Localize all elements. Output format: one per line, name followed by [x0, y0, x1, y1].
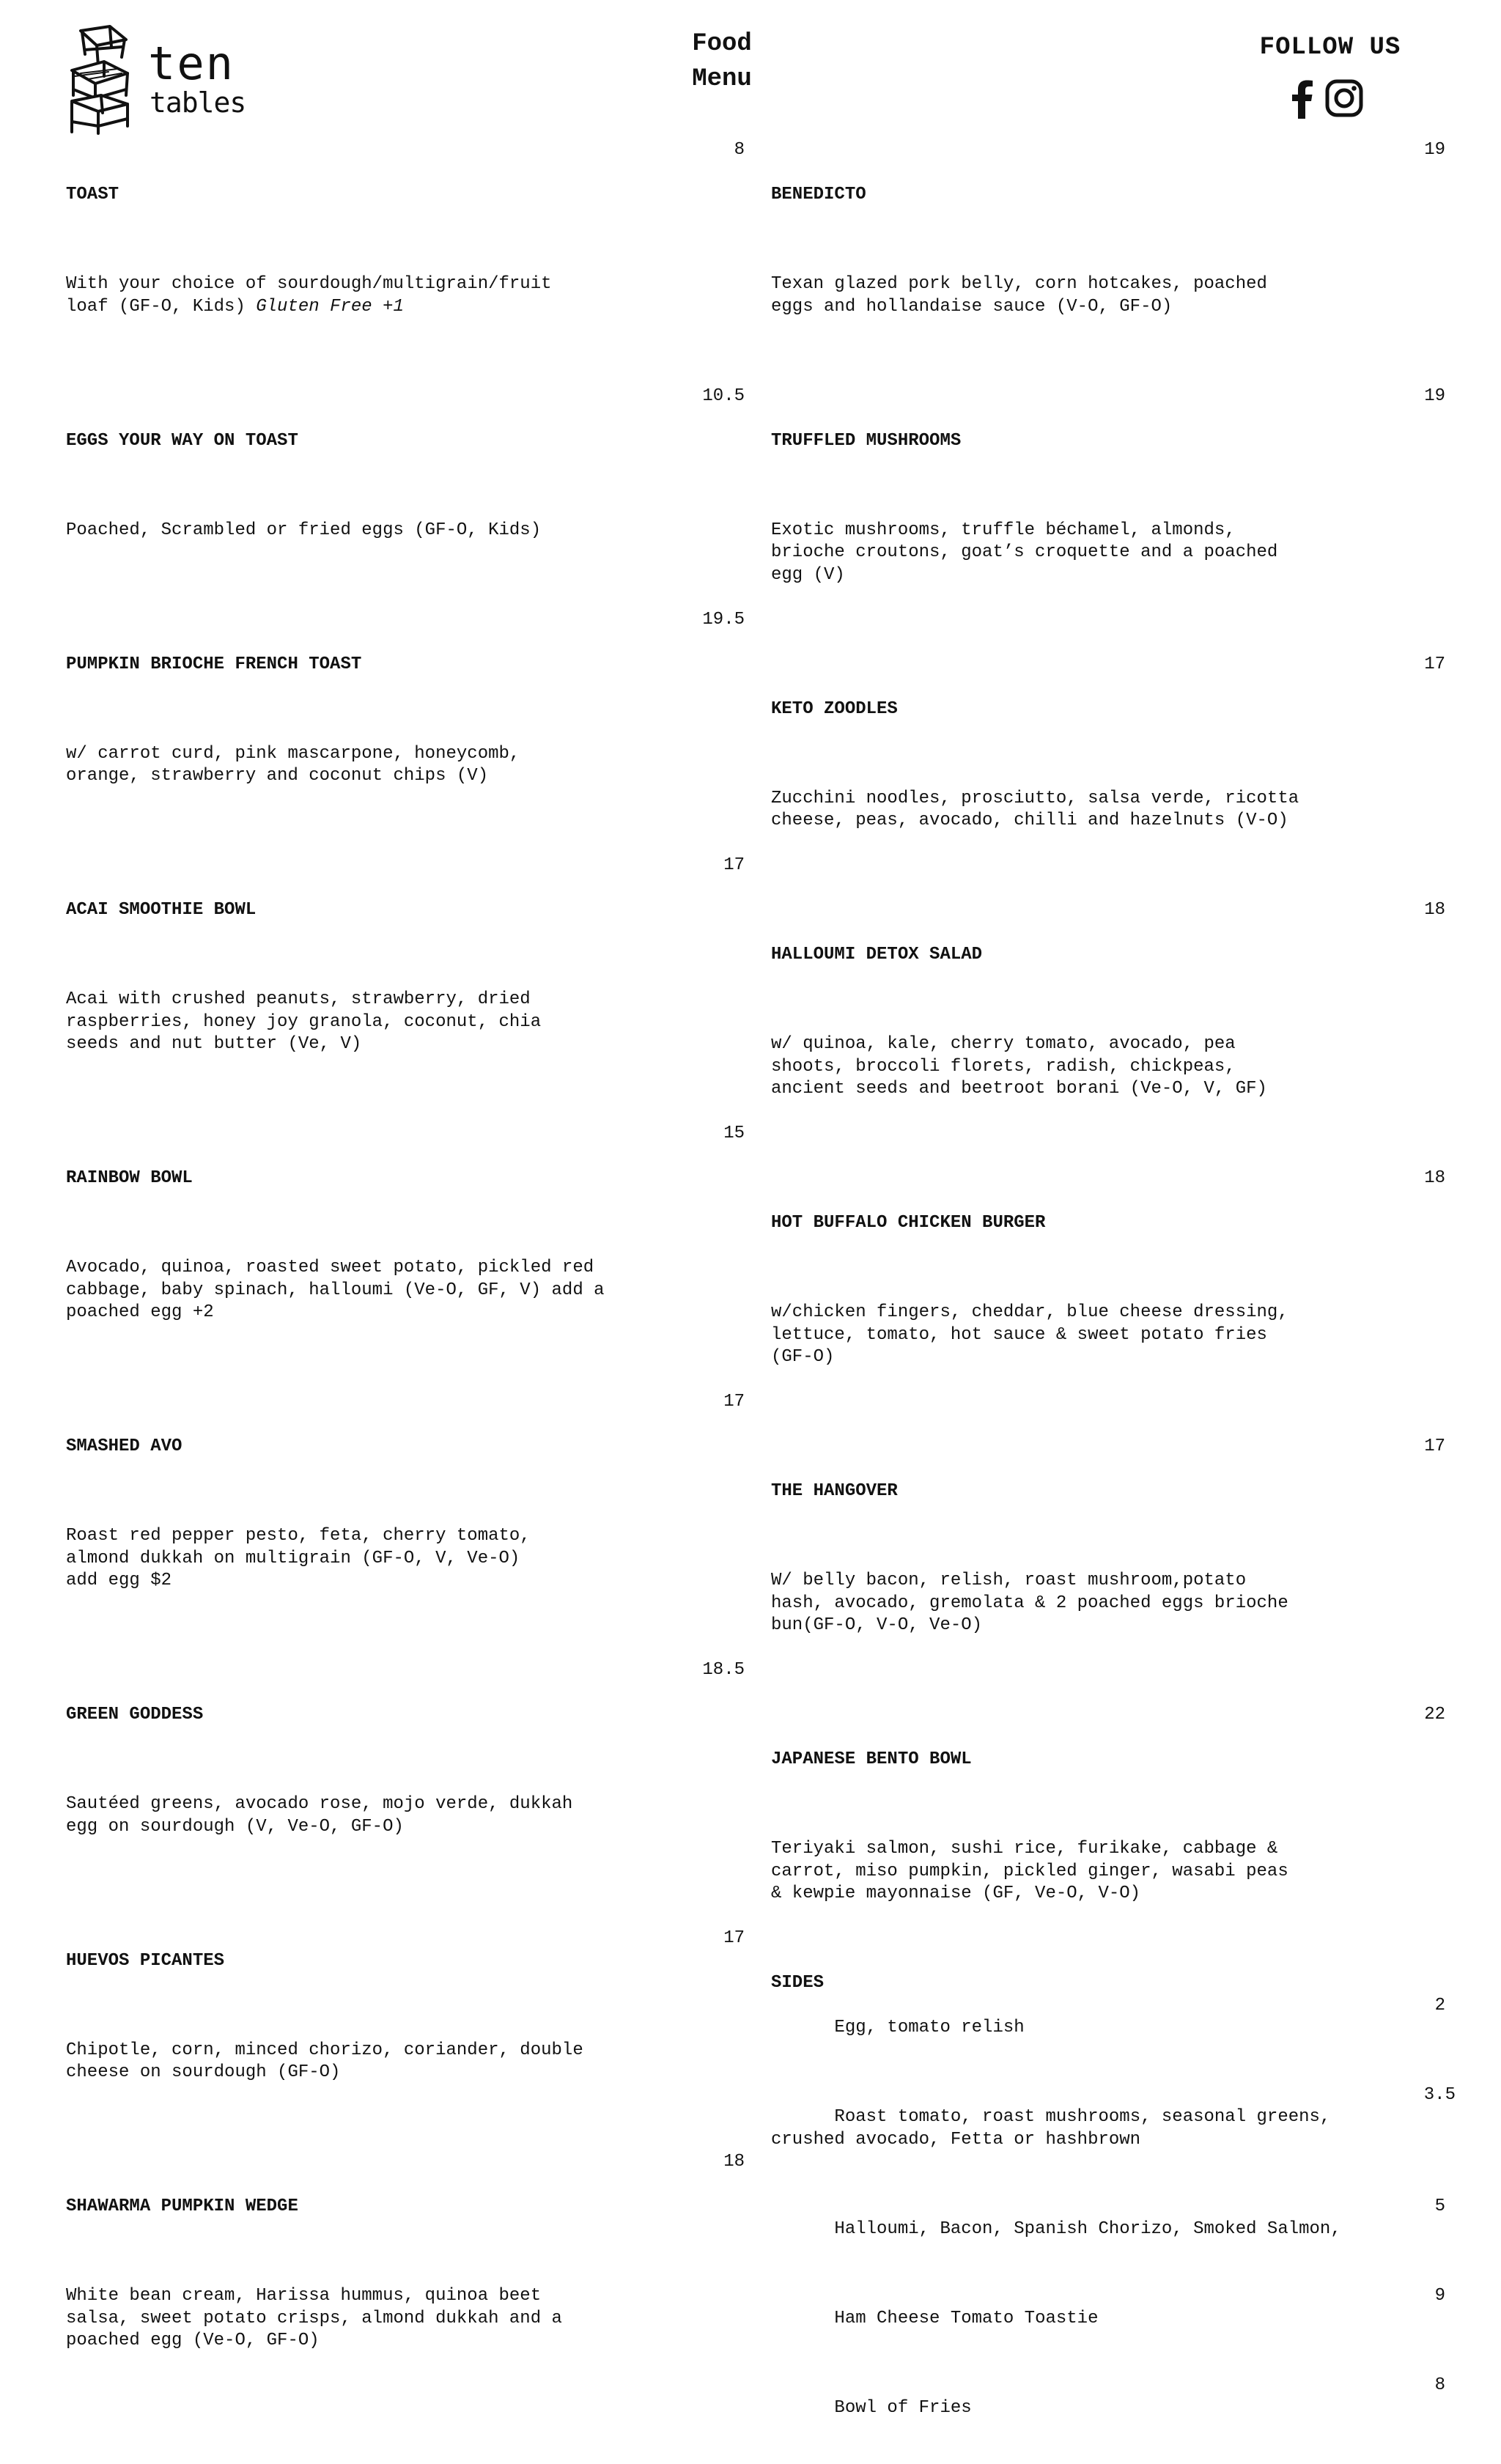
side-item	[771, 2375, 1445, 2464]
menu-item	[66, 139, 745, 363]
social-links	[1291, 79, 1387, 126]
side-item-text: Egg, tomato relish	[834, 2018, 1025, 2037]
menu-item-price: 17	[723, 1928, 745, 1948]
menu-item	[771, 899, 1445, 1146]
menu-item-name: RAINBOW BOWL	[66, 1168, 193, 1188]
menu-item	[66, 1123, 745, 1369]
menu-item-description: Zucchini noodles, prosciutto, salsa verde, ricotta cheese, peas, avocado, chilli and hazelnuts (V-O)	[771, 788, 1299, 830]
menu-item	[771, 654, 1445, 877]
side-item	[771, 2084, 1456, 2196]
menu-item	[771, 139, 1445, 363]
sides-section	[771, 1972, 1456, 2464]
brand-name-line2: tables	[150, 86, 246, 119]
menu-item-price: 8	[734, 140, 745, 160]
menu-item-name: SMASHED AVO	[66, 1436, 182, 1456]
menu-item-description	[66, 273, 745, 318]
side-item	[771, 2285, 1445, 2375]
menu-item-description: Avocado, quinoa, roasted sweet potato, pickled red cabbage, baby spinach, halloumi (Ve-O, GF, V) add a poached egg +2	[66, 1258, 605, 1322]
menu-item-price: 17	[1424, 654, 1445, 674]
menu-item-price: 19.5	[702, 609, 745, 630]
menu-item-description: Roast red pepper pesto, feta, cherry tomato, almond dukkah on multigrain (GF-O, V, Ve-O) add egg $2	[66, 1526, 531, 1590]
side-item-price: 9	[1434, 2286, 1445, 2306]
menu-item-name: PUMPKIN BRIOCHE FRENCH TOAST	[66, 654, 362, 674]
page-title-line2: Menu	[692, 65, 752, 93]
menu-item-name: EGGS YOUR WAY ON TOAST	[66, 430, 298, 451]
menu-item-name: TRUFFLED MUSHROOMS	[771, 430, 962, 451]
menu-item-price: 15	[723, 1124, 745, 1143]
menu-item-price: 17	[723, 1392, 745, 1412]
menu-item-price: 17	[1424, 1436, 1445, 1456]
side-item-text: Bowl of Fries	[834, 2397, 972, 2418]
menu-item-price: 22	[1424, 1705, 1445, 1725]
menu-item-description: w/chicken fingers, cheddar, blue cheese dressing, lettuce, tomato, hot sauce & sweet potato fries (GF-O)	[771, 1302, 1288, 1367]
menu-item-price: 10.5	[702, 386, 745, 406]
side-item-price: 3.5	[1423, 2084, 1456, 2105]
menu-item-note: Gluten Free +1	[256, 296, 404, 317]
menu-item-name: KETO ZOODLES	[771, 698, 898, 719]
menu-column-right	[771, 139, 1456, 2464]
menu-item-name: SHAWARMA PUMPKIN WEDGE	[66, 2196, 298, 2216]
menu-item-description: Sautéed greens, avocado rose, mojo verde, dukkah egg on sourdough (V, Ve-O, GF-O)	[66, 1794, 573, 1837]
menu-item-description: Texan glazed pork belly, corn hotcakes, poached eggs and hollandaise sauce (V-O, GF-O)	[771, 274, 1267, 317]
menu-item-name: THE HANGOVER	[771, 1481, 898, 1501]
menu-item-name: JAPANESE BENTO BOWL	[771, 1749, 972, 1769]
menu-item-description: White bean cream, Harissa hummus, quinoa beet salsa, sweet potato crisps, almond dukkah and a poached egg (Ve-O, GF-O)	[66, 2286, 562, 2350]
menu-item-price: 19	[1424, 386, 1445, 406]
menu-item-price: 18.5	[702, 1660, 745, 1680]
menu-item	[66, 1906, 745, 2129]
sides-title: SIDES	[771, 1973, 825, 1993]
menu-item-description: Acai with crushed peanuts, strawberry, dried raspberries, honey joy granola, coconut, chia seeds and nut butter (Ve, V)	[66, 989, 542, 1054]
menu-item-name: GREEN GODDESS	[66, 1705, 204, 1725]
menu-item-description-text: With your choice of sourdough/multigrain/fruit loaf (GF-O, Kids)	[66, 274, 552, 317]
menu-item-name: HOT BUFFALO CHICKEN BURGER	[771, 1213, 1046, 1233]
side-item-text: Halloumi, Bacon, Spanish Chorizo, Smoked Salmon,	[834, 2218, 1341, 2239]
menu-item-description: Poached, Scrambled or fried eggs (GF-O, Kids)	[66, 520, 542, 540]
menu-item-price: 19	[1424, 140, 1445, 160]
menu-item	[771, 1704, 1445, 1950]
menu-item	[771, 1436, 1445, 1682]
menu-item	[66, 1391, 745, 1637]
menu-item-name: BENEDICTO	[771, 185, 866, 204]
instagram-icon[interactable]	[1325, 79, 1363, 121]
menu-item-name: ACAI SMOOTHIE BOWL	[66, 900, 257, 920]
menu-item	[66, 2151, 745, 2397]
menu-item-description: Chipotle, corn, minced chorizo, coriander, double cheese on sourdough (GF-O)	[66, 2040, 583, 2082]
menu-item	[66, 855, 745, 1101]
side-item	[771, 2196, 1445, 2285]
side-item-price: 5	[1434, 2196, 1445, 2216]
menu-item-name: HALLOUMI DETOX SALAD	[771, 945, 983, 964]
menu-item	[771, 386, 1445, 632]
menu-item	[66, 609, 745, 833]
menu-item-price: 18	[723, 2152, 745, 2172]
menu-item-description: W/ belly bacon, relish, roast mushroom,potato hash, avocado, gremolata & 2 poached eggs brioche bun(GF-O, V-O, Ve-O)	[771, 1571, 1288, 1635]
side-item-text: Roast tomato, roast mushrooms, seasonal greens, crushed avocado, Fetta or hashbrown	[771, 2107, 1331, 2150]
menu-item-price: 17	[723, 855, 745, 875]
menu-item-description: w/ quinoa, kale, cherry tomato, avocado, pea shoots, broccoli florets, radish, chickpeas, ancient seeds and beetroot borani (Ve-O, V, GF)	[771, 1034, 1267, 1099]
brand-logo	[66, 25, 249, 135]
menu-item-name: TOAST	[66, 185, 119, 204]
menu-item	[771, 1168, 1445, 1414]
menu-item-description: Exotic mushrooms, truffle béchamel, almonds, brioche croutons, goat’s croquette and a poached egg (V)	[771, 520, 1278, 585]
menu-item-name: HUEVOS PICANTES	[66, 1950, 225, 1971]
menu-item-description: Teriyaki salmon, sushi rice, furikake, cabbage & carrot, miso pumpkin, pickled ginger, wasabi peas & kewpie mayonnaise (GF, Ve-O, V-O)	[771, 1839, 1288, 1903]
side-item-price: 8	[1434, 2375, 1445, 2395]
page-title-line1: Food	[692, 30, 752, 58]
menu-item-price: 18	[1424, 900, 1445, 920]
follow-us-label: FOLLOW US	[1259, 34, 1401, 62]
facebook-icon[interactable]	[1291, 79, 1313, 122]
brand-name-line1: ten	[148, 37, 235, 90]
menu-item	[66, 386, 745, 587]
menu-item-price: 18	[1424, 1168, 1445, 1188]
stacked-tables-icon	[66, 25, 147, 135]
page-title	[678, 26, 766, 97]
side-item-text: Ham Cheese Tomato Toastie	[834, 2308, 1099, 2328]
side-item	[771, 1995, 1445, 2084]
menu-item	[66, 1659, 745, 1883]
menu-column-left	[66, 139, 745, 2419]
side-item-price: 2	[1434, 1995, 1445, 2015]
menu-item-description: w/ carrot curd, pink mascarpone, honeycomb, orange, strawberry and coconut chips (V)	[66, 743, 520, 786]
